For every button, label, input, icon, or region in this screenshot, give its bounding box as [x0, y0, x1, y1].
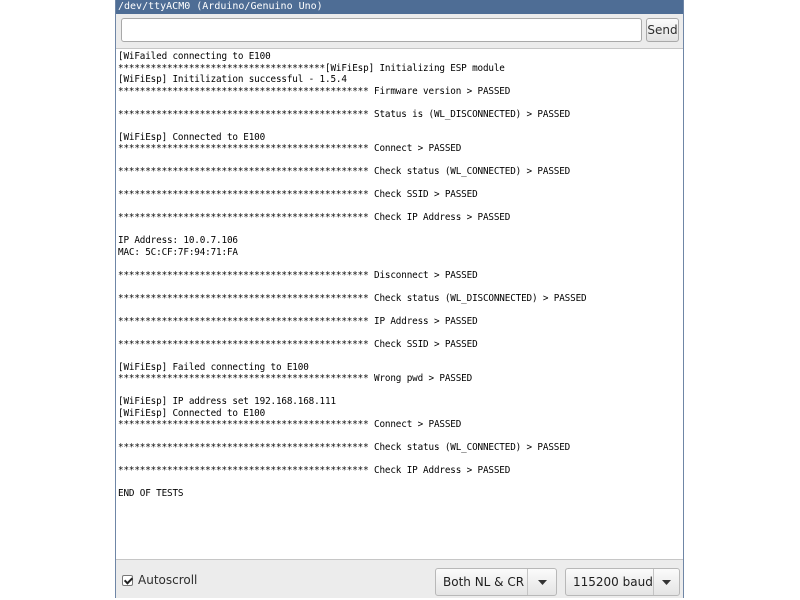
autoscroll-checkbox[interactable]: [122, 575, 133, 586]
autoscroll-label: Autoscroll: [138, 573, 198, 587]
chevron-down-icon[interactable]: [528, 569, 556, 595]
line-ending-value: Both NL & CR: [443, 575, 525, 589]
serial-output[interactable]: [116, 48, 683, 560]
serial-output-text: [WiFailed connecting to E100 **************************************[WiFiEsp] Initializing ESP module [WiFiEsp] Initilization successful - 1.5.4 ********************************************** Firmware version > PASSED ********************************************** Status is (WL_DISCONNECTED) > PASSED [WiFiEsp] Connected to E100 ********************************************** Connect > PASSED ********************************************** Check status (WL_CONNECTED) > PASSED ********************************************** Check SSID > PASSED ********************************************** Check IP Address > PASSED IP Address: 10.0.7.106 MAC: 5C:CF:7F:94:71:FA ********************************************** Disconnect > PASSED ********************************************** Check status (WL_DISCONNECTED) > PASSED ********************************************** IP Address > PASSED ********************************************** Check SSID > PASSED [WiFiEsp] Failed connecting to E100 ********************************************** Wrong pwd > PASSED [WiFiEsp] IP address set 192.168.168.111 [WiFiEsp] Connected to E100 ********************************************** Connect > PASSED ********************************************** Check status (WL_CONNECTED) > PASSED ********************************************** Check IP Address > PASSED END OF TESTS: [118, 51, 587, 499]
serial-monitor-window: [115, 0, 684, 598]
send-bar: [116, 14, 683, 48]
chevron-down-icon[interactable]: [654, 569, 679, 595]
baud-rate-value: 115200 baud: [573, 575, 653, 589]
send-button[interactable]: Send: [646, 18, 679, 42]
bottom-toolbar: [116, 560, 683, 598]
line-ending-select[interactable]: [435, 568, 557, 596]
send-input[interactable]: [121, 18, 642, 42]
baud-rate-select[interactable]: [565, 568, 680, 596]
autoscroll-toggle[interactable]: [122, 572, 197, 588]
window-title: /dev/ttyACM0 (Arduino/Genuino Uno): [116, 0, 683, 14]
